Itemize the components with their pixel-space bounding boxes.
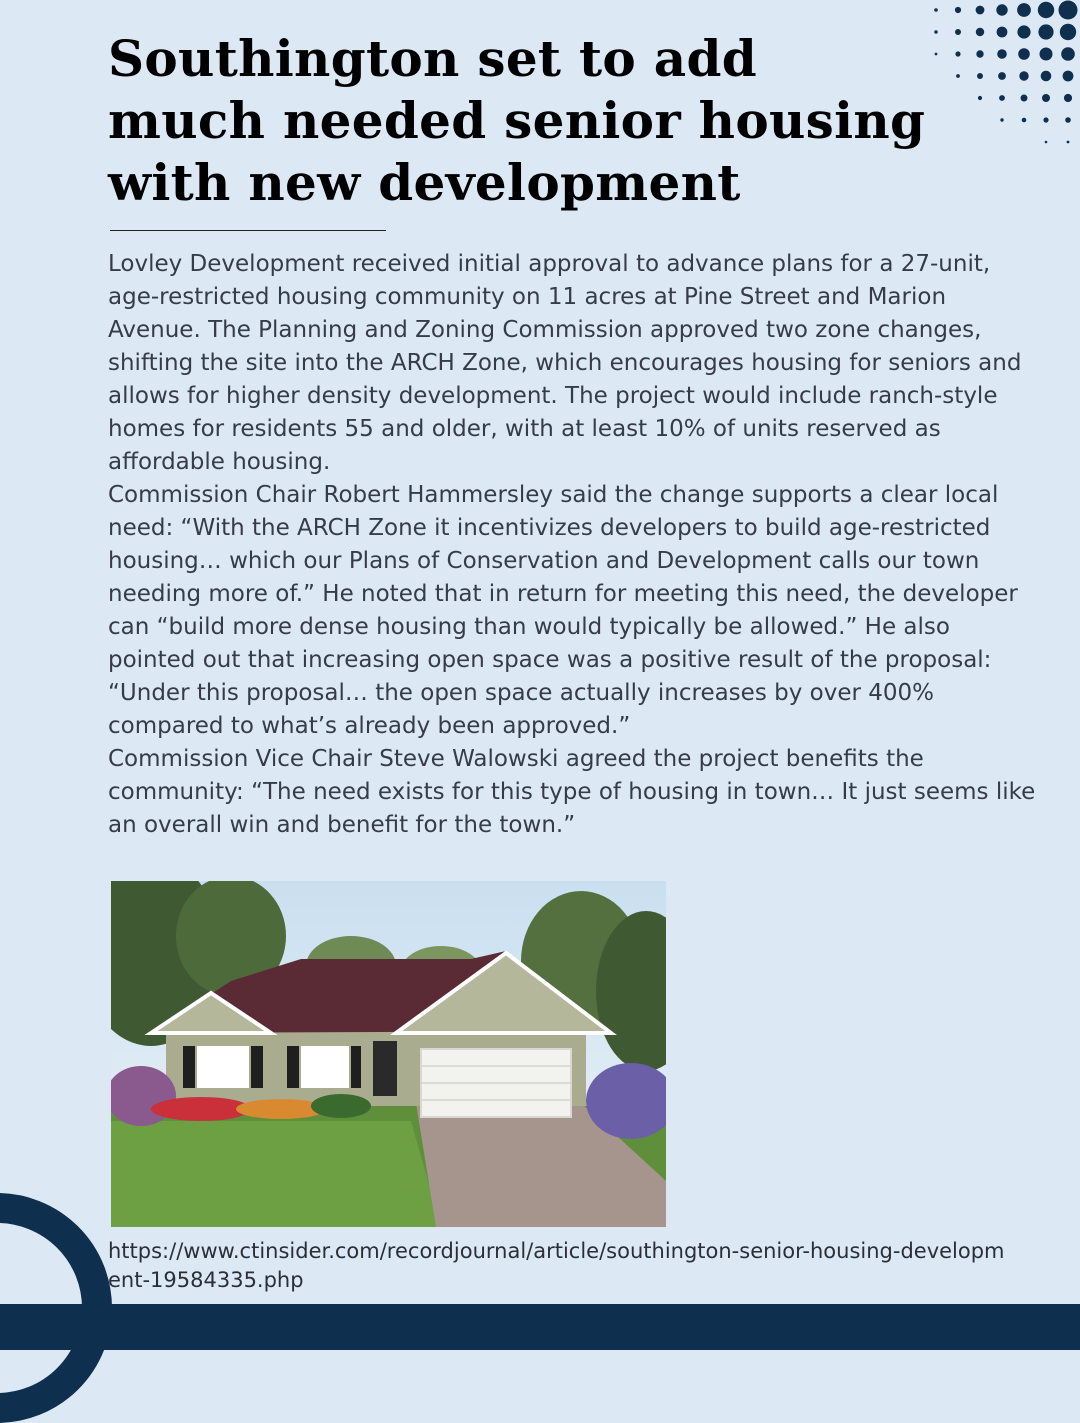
decorative-dot <box>1017 25 1030 38</box>
decorative-dot <box>1038 2 1054 18</box>
decorative-dot <box>1061 47 1075 61</box>
article-paragraph: Commission Chair Robert Hammersley said the change supports a clear local need: “With the ARCH Zone it incentivizes developers to build age-restricted housing… which our Plans of Conservation and Development calls our town needing more of.” He noted that in return for meeting this need, the developer can “build more dense housing than would typically be allowed.” He also pointed out that increasing open space was a positive result of the proposal: “Under this proposal… the open space actually increases by over 400% compared to what’s already been approved.” <box>108 482 1018 739</box>
decorative-dot <box>1017 3 1031 17</box>
decorative-dot <box>976 28 984 36</box>
dot-grid-graphic <box>926 0 1080 150</box>
decorative-dot <box>1041 71 1052 82</box>
decorative-dot <box>976 50 983 57</box>
decorative-dot <box>996 4 1007 15</box>
decorative-dot <box>955 51 960 56</box>
decorative-dot <box>1045 141 1048 144</box>
decorative-dot <box>1040 48 1053 61</box>
decorative-dot <box>934 30 937 33</box>
decorative-dot <box>1059 1 1078 20</box>
footer-bar <box>0 1304 1080 1350</box>
article-body <box>108 248 1038 842</box>
decorative-dot <box>978 96 982 100</box>
decorative-dot <box>934 8 938 12</box>
decorative-dot <box>955 29 961 35</box>
decorative-dot <box>1000 118 1003 121</box>
decorative-dot <box>1067 141 1070 144</box>
decorative-dot <box>955 7 961 13</box>
decorative-dot <box>1064 94 1072 102</box>
article-paragraph: Lovley Development received initial approval to advance plans for a 27-unit, age-restricted housing community on 11 acres at Pine Street and Marion Avenue. The Planning and Zoning Commission approved two zone changes, shifting the site into the ARCH Zone, which encourages housing for seniors and allows for higher density development. The project would include ranch-style homes for residents 55 and older, with at least 10% of units reserved as affordable housing. <box>108 251 1022 475</box>
house-illustration <box>111 881 666 1227</box>
decorative-dot <box>956 74 960 78</box>
title-divider <box>110 230 386 231</box>
decorative-dot <box>1019 71 1028 80</box>
decorative-dot <box>1021 95 1028 102</box>
decorative-dot <box>1042 94 1050 102</box>
decorative-dot <box>1018 48 1030 60</box>
article-title: Southington set to add much needed senior housing with new development <box>108 29 926 212</box>
decorative-dot <box>1063 71 1074 82</box>
decorative-dot <box>997 27 1008 38</box>
decorative-dot <box>999 95 1005 101</box>
house-photo <box>111 881 666 1227</box>
decorative-dot <box>1060 24 1076 40</box>
decorative-dot <box>1038 24 1053 39</box>
decorative-dot <box>977 73 983 79</box>
decorative-dot <box>1065 117 1071 123</box>
article-paragraph: Commission Vice Chair Steve Walowski agreed the project benefits the community: “The need exists for this type of housing in town… It just seems like an overall win and benefit for the town.” <box>108 746 1036 838</box>
decorative-dot <box>1043 117 1048 122</box>
decorative-dot-pattern <box>926 0 1080 150</box>
decorative-dot <box>997 49 1007 59</box>
decorative-dot <box>1022 118 1027 123</box>
source-link[interactable]: https://www.ctinsider.com/recordjournal/article/southington-senior-housing-development-19584335.php <box>108 1239 1005 1292</box>
decorative-dot <box>935 53 938 56</box>
decorative-dot <box>998 72 1006 80</box>
decorative-dot <box>976 6 985 15</box>
